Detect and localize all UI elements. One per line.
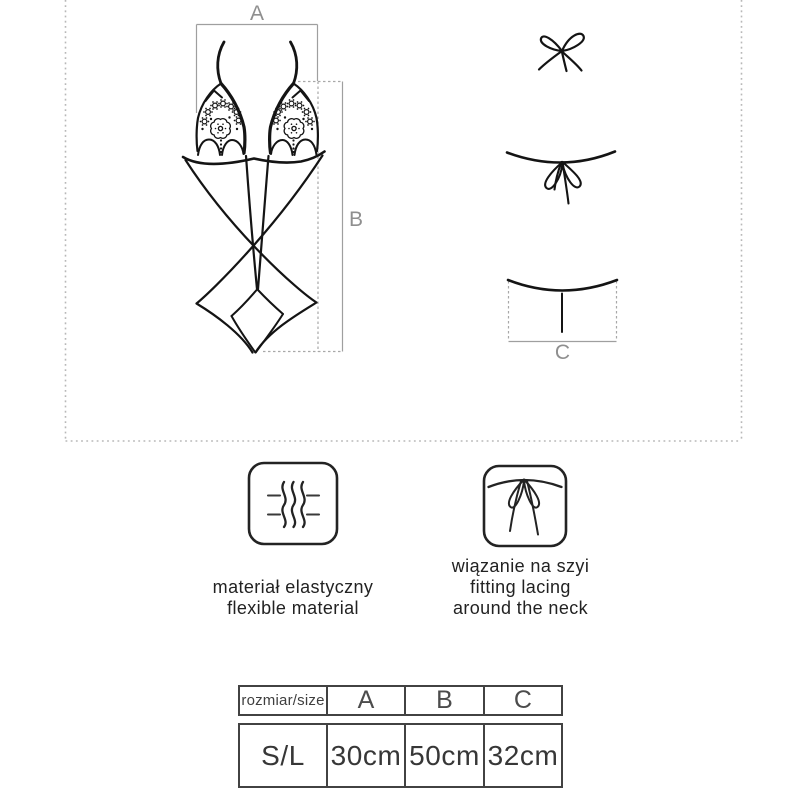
- size-table-header-cell-a: A: [326, 687, 404, 714]
- measurement-label-a: A: [249, 2, 265, 25]
- measurement-label-c: C: [554, 341, 571, 364]
- neck-lacing-icon: [482, 464, 568, 548]
- size-table-data-row: [238, 723, 563, 788]
- value-b-cell: 50cm: [404, 725, 483, 786]
- caption-line: wiązanie na szyi: [451, 556, 590, 576]
- bodysuit-drawing: [183, 42, 325, 353]
- dashed-frame: [66, 0, 742, 441]
- size-table-header-cell: rozmiar/size: [241, 692, 325, 709]
- size-table: [238, 685, 563, 788]
- neck-lacing-caption: [398, 556, 643, 619]
- measurement-c: [508, 280, 617, 364]
- neckline-bow-drawing: [507, 152, 615, 204]
- neck-tie-drawing: [539, 34, 584, 71]
- underband-line: [183, 152, 325, 164]
- caption-line: fitting lacing: [470, 577, 571, 597]
- elastic-material-icon: [247, 461, 339, 546]
- size-table-header-cell-c: C: [483, 687, 561, 714]
- size-cell: S/L: [261, 739, 305, 771]
- bottom-edge-curve: [508, 280, 617, 291]
- caption-line: around the neck: [452, 598, 589, 618]
- caption-line: materiał elastyczny: [212, 577, 374, 597]
- measurement-a: [197, 2, 318, 113]
- value-a-cell: 30cm: [326, 725, 404, 786]
- size-table-header-cell-b: B: [404, 687, 483, 714]
- size-table-header-row: [238, 685, 563, 716]
- value-c-cell: 32cm: [483, 725, 561, 786]
- flexible-material-caption: [170, 577, 416, 619]
- measurement-label-b: B: [349, 208, 364, 231]
- caption-line: flexible material: [227, 598, 359, 618]
